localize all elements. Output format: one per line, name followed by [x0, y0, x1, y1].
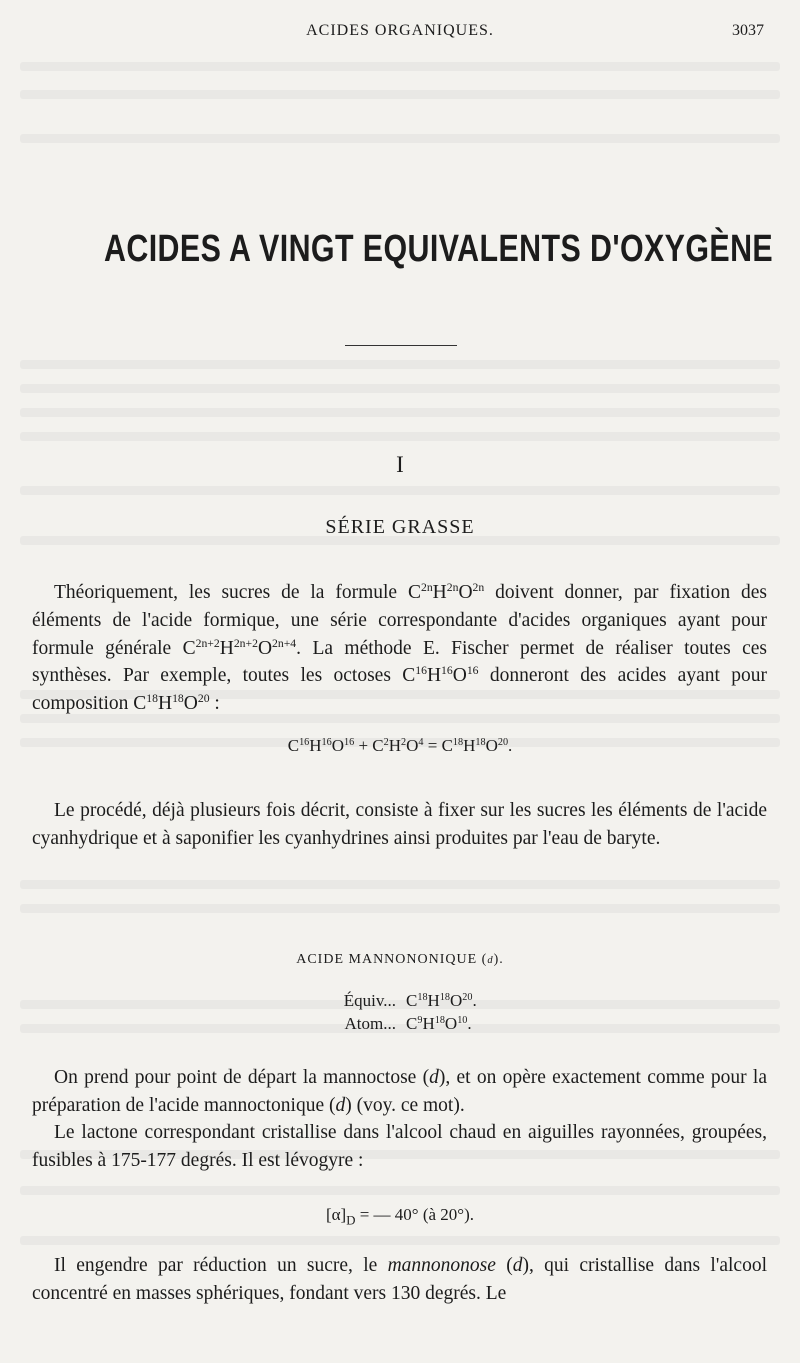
title-rule — [345, 345, 457, 346]
reaction-equation: $C^{16}H^{16}O^{16} + C^2H^2O^4 = C^{18}H^{18}O^{20}$. — [287, 736, 513, 755]
paragraph-intro: Théoriquement, les sucres de la formule $C^{2n}H^{2n}O^{2n}$ doivent donner, par fixation des éléments de l'acide formique, une série correspondante d'acides organiques ayant pour formule générale $C^{2n+2}H^{2n+2}O^{2n+4}$. La méthode E. Fischer permet de réaliser toutes ces synthèses. Par exemple, toutes les octoses $C^{16}H^{16}O^{16}$ donneront des acides ayant pour composition $C^{18}H^{18}O^{20}$ : — [32, 580, 768, 715]
running-head-title: ACIDES ORGANIQUES. — [306, 22, 494, 39]
running-head — [0, 22, 800, 46]
subsection-heading: ACIDE MANNONONIQUE (d). — [296, 952, 504, 967]
paragraph-procedure: Le procédé, déjà plusieurs fois décrit, consiste à fixer sur les sucres les éléments de l'acide cyanhydrique et à saponifier les cyanhydrines ainsi produites par l'eau de baryte. — [32, 800, 767, 849]
chapter-title: ACIDES A VINGT EQUIVALENTS D'OXYGÈNE — [104, 228, 774, 270]
paragraph-starting-point: On prend pour point de départ la mannoctose (d), et on opère exactement comme pour la préparation de l'acide mannoctonique (d) (voy. ce mot). — [32, 1067, 767, 1116]
atom-formula: Atom... $C^9H^{18}O^{10}$. — [344, 1014, 472, 1033]
equiv-formula: Équiv... $C^{18}H^{18}O^{20}$. — [343, 991, 477, 1010]
page-number: 3037 — [732, 22, 764, 39]
paragraph-lactone: Le lactone correspondant cristallise dans l'alcool chaud en aiguilles rayonnées, groupées, fusibles à 175-177 degrés. Il est lévogyre : — [32, 1122, 767, 1171]
section-title: SÉRIE GRASSE — [325, 516, 475, 538]
optical-rotation: $[\alpha]_D$ = — 40° (à 20°). — [325, 1205, 474, 1228]
paragraph-reduction: Il engendre par réduction un sucre, le mannononose (d), qui cristallise dans l'alcool concentré en masses sphériques, fondant vers 130 degrés. Le — [32, 1255, 767, 1304]
section-number: I — [396, 452, 404, 477]
